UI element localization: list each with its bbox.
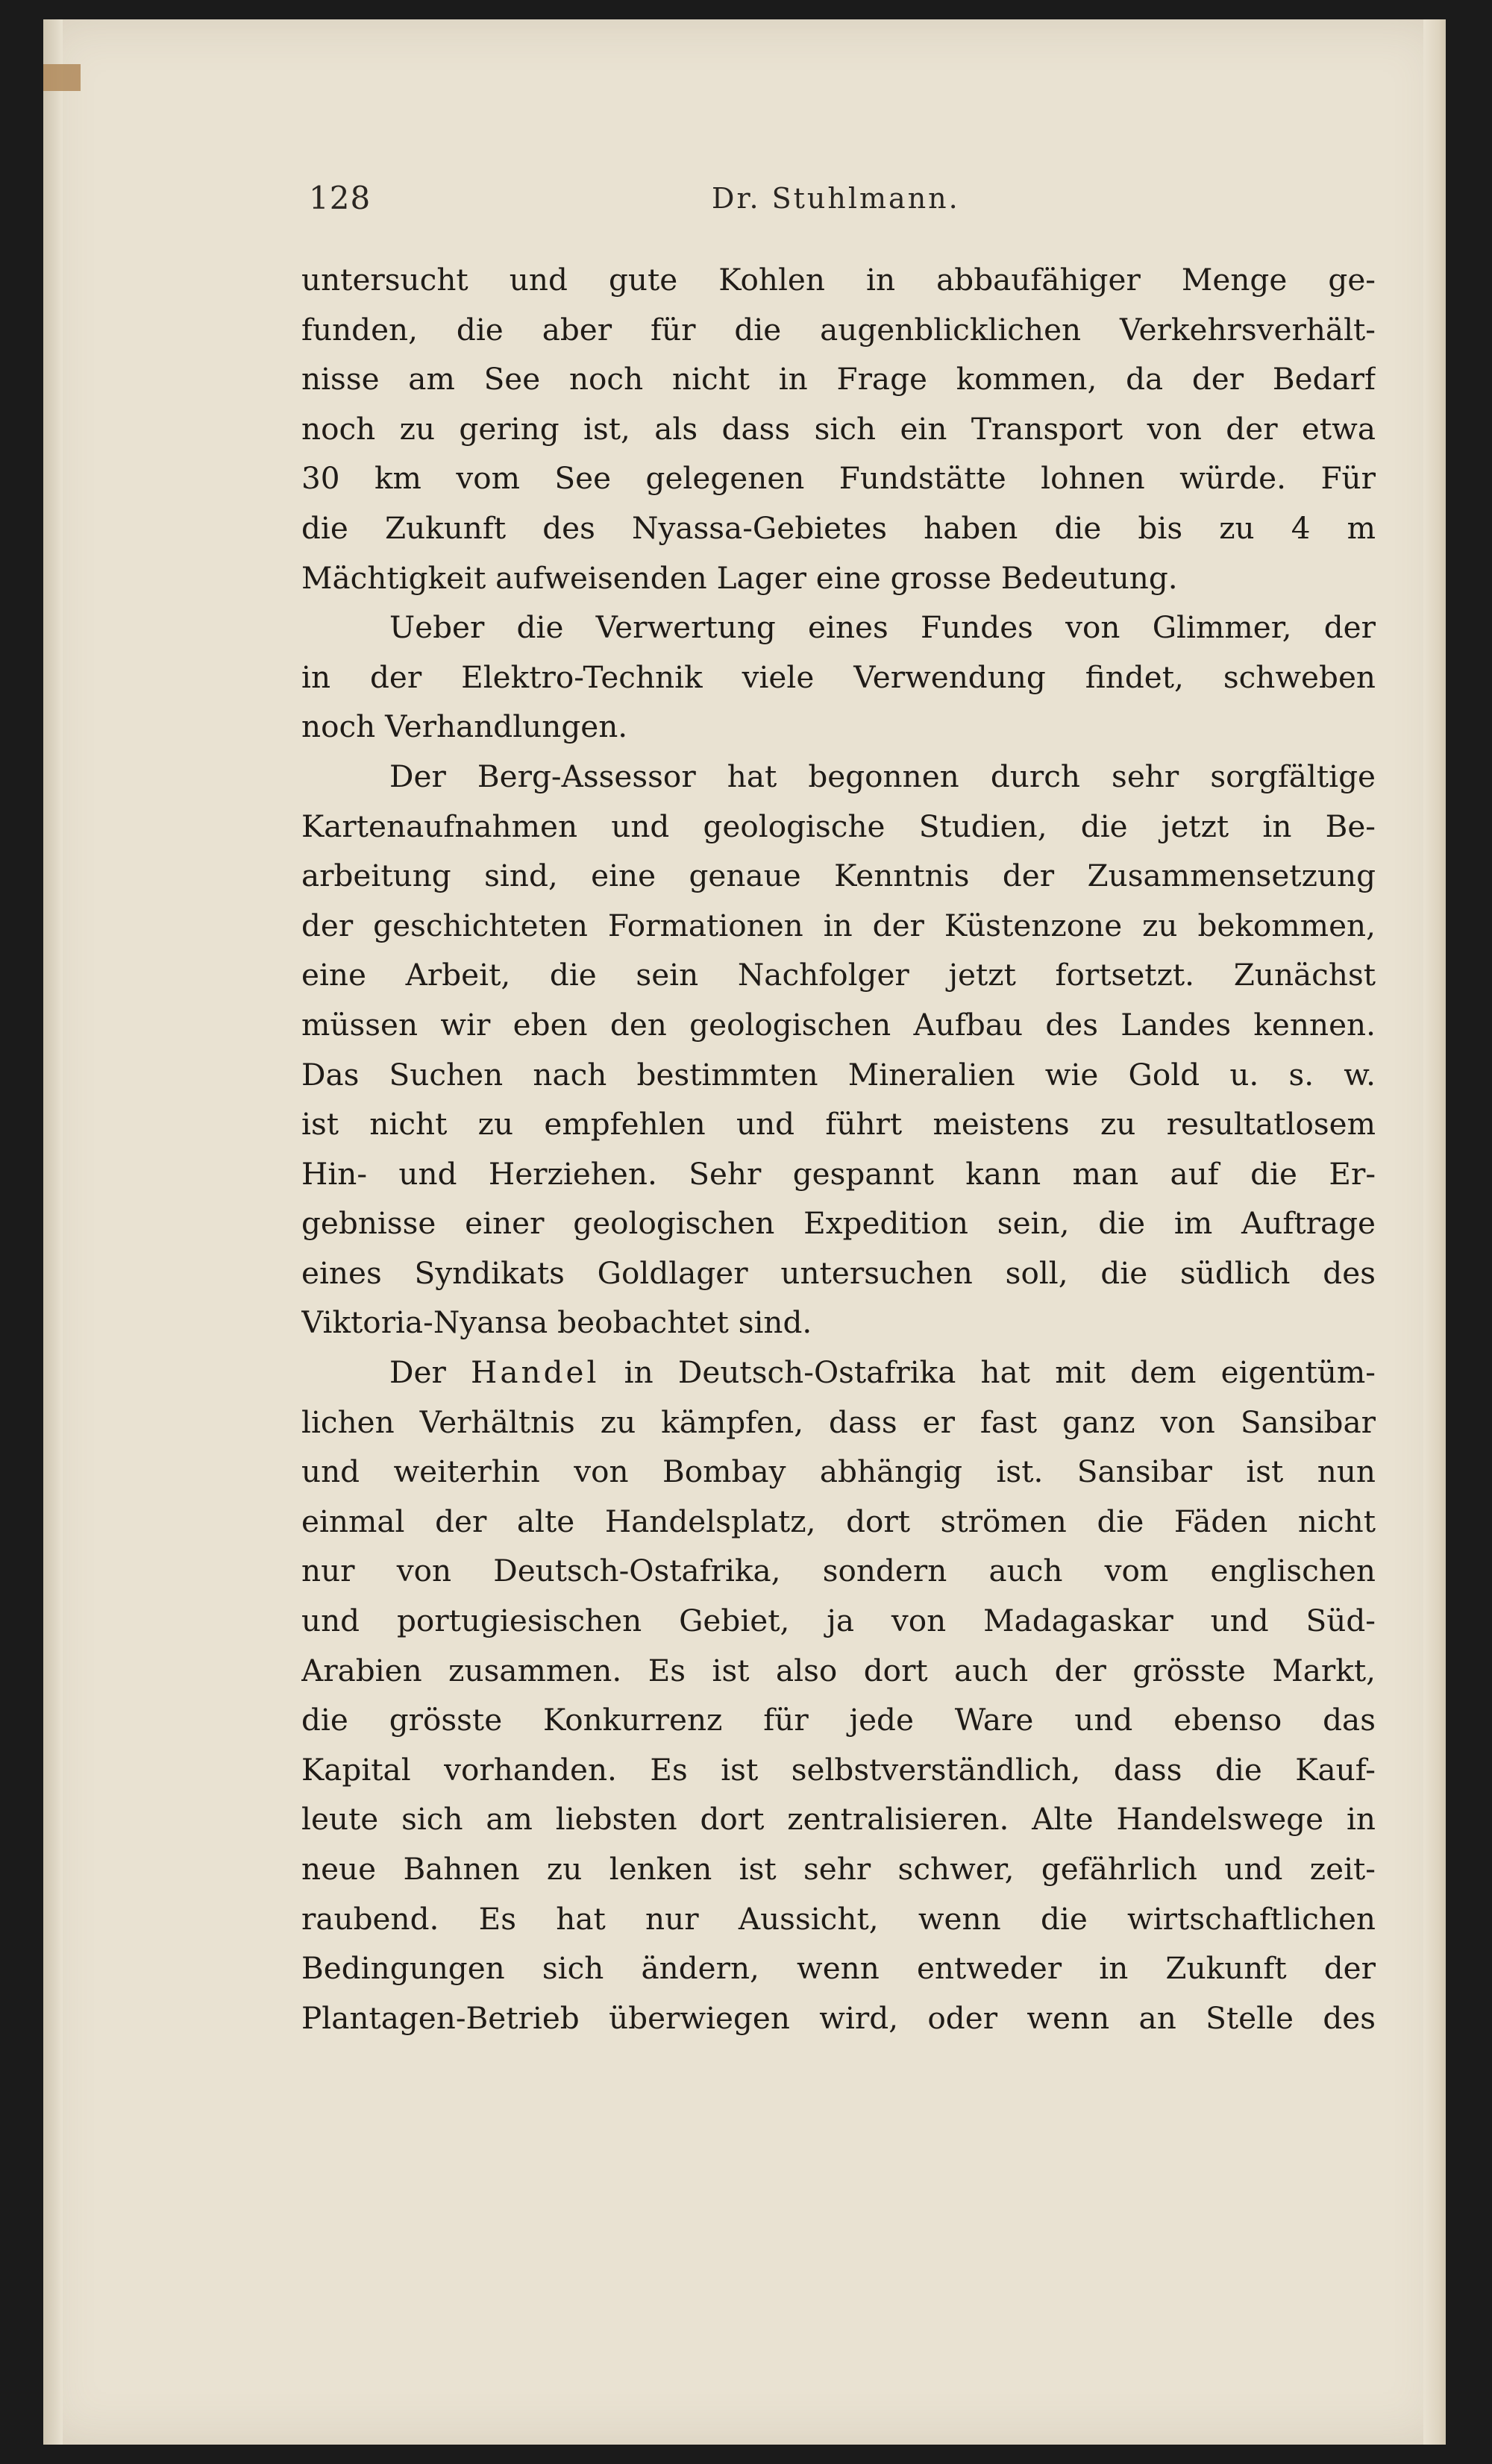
text-line: der geschichteten Formationen in der Küstenzone zu bekommen,	[301, 907, 1376, 943]
text-line: Mächtigkeit aufweisenden Lager eine grosse Bedeutung.	[301, 559, 1178, 596]
text-line: müssen wir eben den geologischen Aufbau des Landes kennen.	[301, 1006, 1376, 1043]
text-line: die grösste Konkurrenz für jede Ware und ebenso das	[301, 1702, 1376, 1738]
text-line: 30 km vom See gelegenen Fundstätte lohnen würde. Für	[301, 460, 1376, 497]
page-left-edge	[43, 19, 63, 2445]
page-header	[309, 176, 1365, 221]
text-line: untersucht und gute Kohlen in abbaufähiger Menge ge-	[301, 262, 1376, 298]
text-line: gebnisse einer geologischen Expedition sein, die im Auftrage	[301, 1205, 1376, 1242]
text-line: Viktoria-Nyansa beobachtet sind.	[301, 1304, 812, 1341]
body-text	[301, 255, 1376, 2043]
text-line: in der Elektro-Technik viele Verwendung findet, schweben	[301, 659, 1376, 695]
running-head: Dr. Stuhlmann.	[712, 182, 960, 215]
page-right-edge	[1423, 19, 1446, 2445]
text-line: noch zu gering ist, als dass sich ein Transport von der etwa	[301, 410, 1376, 447]
text-line: lichen Verhältnis zu kämpfen, dass er fast ganz von Sansibar	[301, 1404, 1376, 1440]
text-line: Kapital vorhanden. Es ist selbstverständlich, dass die Kauf-	[301, 1751, 1376, 1788]
text-line: und weiterhin von Bombay abhängig ist. Sansibar ist nun	[301, 1453, 1376, 1490]
text-line: Plantagen-Betrieb überwiegen wird, oder wenn an Stelle des	[301, 1999, 1376, 2036]
text-line: Bedingungen sich ändern, wenn entweder in Zukunft der	[301, 1950, 1376, 1987]
text-line: die Zukunft des Nyassa-Gebietes haben die bis zu 4 m	[301, 509, 1376, 546]
handel-spaced-word: Handel	[471, 1354, 600, 1391]
text-line: Ueber die Verwertung eines Fundes von Glimmer, der	[389, 609, 1376, 646]
text-line: Kartenaufnahmen und geologische Studien, die jetzt in Be-	[301, 808, 1376, 844]
page-number: 128	[309, 180, 372, 216]
text-line: nisse am See noch nicht in Frage kommen, da der Bedarf	[301, 361, 1376, 397]
text-line: eine Arbeit, die sein Nachfolger jetzt fortsetzt. Zunächst	[301, 957, 1376, 993]
text-line: eines Syndikats Goldlager untersuchen soll, die südlich des	[301, 1254, 1376, 1291]
text-line: Hin- und Herziehen. Sehr gespannt kann man auf die Er-	[301, 1155, 1376, 1192]
text-line: noch Verhandlungen.	[301, 708, 628, 745]
text-line: Das Suchen nach bestimmten Mineralien wie Gold u. s. w.	[301, 1056, 1376, 1093]
text-line: neue Bahnen zu lenken ist sehr schwer, gefährlich und zeit-	[301, 1851, 1376, 1887]
text-line-handel	[301, 1348, 1376, 1398]
handel-post: in Deutsch-Ostafrika hat mit dem eigentüm-	[599, 1354, 1376, 1391]
text-line: leute sich am liebsten dort zentralisieren. Alte Handelswege in	[301, 1801, 1376, 1838]
spine-tab	[43, 64, 81, 91]
text-line: Arabien zusammen. Es ist also dort auch der grösste Markt,	[301, 1652, 1376, 1688]
text-line: funden, die aber für die augenblicklichen Verkehrsverhält-	[301, 311, 1376, 348]
text-line: arbeitung sind, eine genaue Kenntnis der Zusammensetzung	[301, 858, 1376, 894]
handel-pre: Der	[389, 1354, 471, 1391]
text-line: ist nicht zu empfehlen und führt meistens zu resultatlosem	[301, 1106, 1376, 1143]
text-line: und portugiesischen Gebiet, ja von Madagaskar und Süd-	[301, 1603, 1376, 1639]
text-line: einmal der alte Handelsplatz, dort strömen die Fäden nicht	[301, 1503, 1376, 1539]
text-line: nur von Deutsch-Ostafrika, sondern auch vom englischen	[301, 1553, 1376, 1589]
text-line: raubend. Es hat nur Aussicht, wenn die wirtschaftlichen	[301, 1900, 1376, 1937]
text-line: Der Berg-Assessor hat begonnen durch sehr sorgfältige	[389, 758, 1376, 794]
